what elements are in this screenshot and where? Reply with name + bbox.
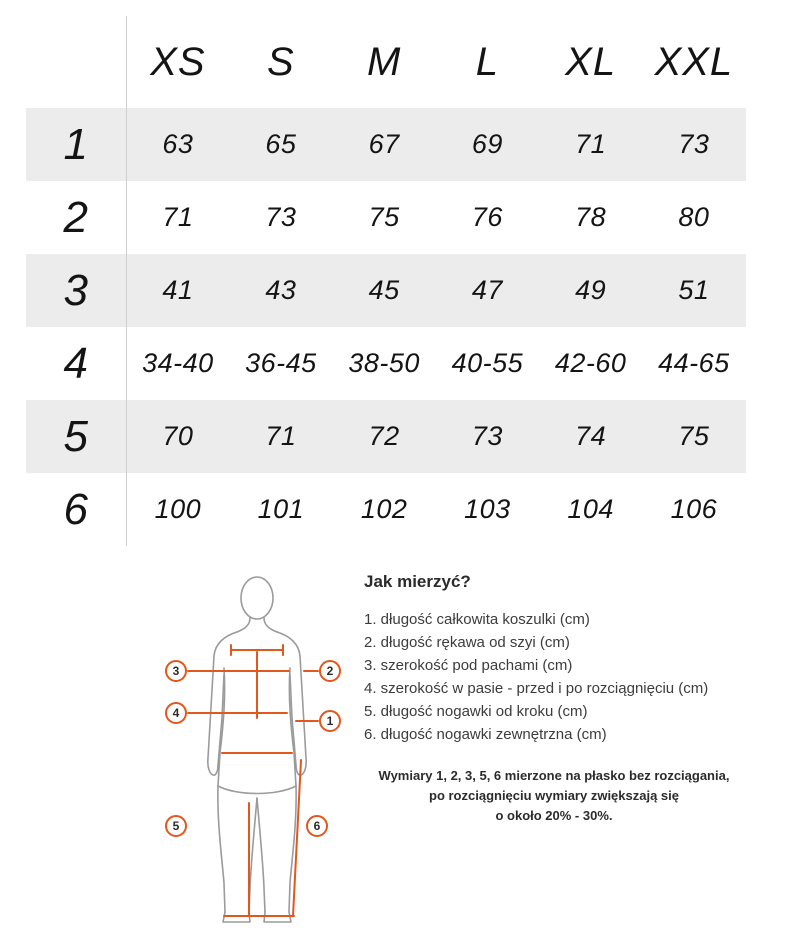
measure-list bbox=[364, 608, 776, 746]
measure-note-line: Wymiary 1, 2, 3, 5, 6 mierzone na płasko bez rozciągania, bbox=[378, 768, 730, 783]
size-cell: 45 bbox=[368, 275, 400, 305]
size-cell: 36-45 bbox=[245, 348, 317, 378]
size-cell: 44-65 bbox=[658, 348, 730, 378]
column-header-l: L bbox=[475, 39, 499, 84]
size-cell: 67 bbox=[368, 129, 400, 159]
size-cell: 47 bbox=[471, 275, 503, 305]
measure-instructions bbox=[364, 572, 776, 826]
size-cell: 41 bbox=[162, 275, 194, 305]
size-cell: 71 bbox=[575, 129, 607, 159]
row-label: 1 bbox=[26, 108, 126, 181]
size-cell: 75 bbox=[678, 421, 710, 451]
size-cell: 71 bbox=[162, 202, 194, 232]
size-cell: 100 bbox=[154, 494, 202, 524]
measure-heading: Jak mierzyć? bbox=[364, 572, 471, 591]
row-label: 4 bbox=[26, 327, 126, 400]
measure-list-item: 3. szerokość pod pachami (cm) bbox=[364, 657, 573, 674]
row-label: 3 bbox=[26, 254, 126, 327]
size-cell: 103 bbox=[464, 494, 511, 524]
table-row bbox=[26, 400, 746, 473]
size-cell: 74 bbox=[575, 421, 607, 451]
column-header-xxl: XXL bbox=[654, 39, 734, 84]
measure-note bbox=[364, 766, 744, 826]
size-cell: 65 bbox=[265, 129, 297, 159]
size-cell: 70 bbox=[162, 421, 194, 451]
body-outline bbox=[208, 577, 306, 922]
body-figure-svg bbox=[152, 568, 362, 930]
size-cell: 42-60 bbox=[554, 348, 627, 378]
size-cell: 78 bbox=[575, 202, 607, 232]
size-cell: 49 bbox=[575, 275, 607, 305]
column-header-m: M bbox=[366, 39, 402, 84]
figure-marker-2: 2 bbox=[319, 660, 341, 682]
corner-cell bbox=[26, 16, 126, 108]
table-row bbox=[26, 327, 746, 400]
size-cell: 63 bbox=[162, 129, 194, 159]
measure-list-item: 6. długość nogawki zewnętrzna (cm) bbox=[364, 726, 607, 743]
size-cell: 34-40 bbox=[142, 348, 214, 378]
size-cell: 73 bbox=[471, 421, 503, 451]
column-header-xs: XS bbox=[150, 39, 206, 84]
size-cell: 102 bbox=[360, 494, 408, 524]
table-row bbox=[26, 108, 746, 181]
figure-marker-3: 3 bbox=[165, 660, 187, 682]
measure-list-item: 2. długość rękawa od szyi (cm) bbox=[364, 634, 570, 651]
size-cell: 101 bbox=[257, 494, 305, 524]
table-row bbox=[26, 254, 746, 327]
table-row bbox=[26, 473, 746, 546]
size-cell: 38-50 bbox=[348, 348, 420, 378]
row-label: 6 bbox=[26, 473, 126, 546]
size-cell: 71 bbox=[265, 421, 297, 451]
measurement-lines bbox=[188, 645, 318, 916]
size-cell: 43 bbox=[265, 275, 297, 305]
row-label: 5 bbox=[26, 400, 126, 473]
measure-list-item: 5. długość nogawki od kroku (cm) bbox=[364, 703, 588, 720]
size-cell: 76 bbox=[471, 202, 503, 232]
figure-marker-5: 5 bbox=[165, 815, 187, 837]
measure-list-item: 4. szerokość w pasie - przed i po rozciągnięciu (cm) bbox=[364, 680, 709, 697]
size-cell: 72 bbox=[368, 421, 400, 451]
measure-note-line: o około 20% - 30%. bbox=[495, 808, 613, 823]
size-cell: 51 bbox=[678, 275, 710, 305]
size-cell: 75 bbox=[368, 202, 400, 232]
table-row bbox=[26, 181, 746, 254]
size-table-header-row bbox=[26, 16, 746, 108]
size-table bbox=[26, 16, 746, 546]
size-cell: 40-55 bbox=[451, 348, 524, 378]
body-figure bbox=[152, 568, 362, 930]
figure-marker-6: 6 bbox=[306, 815, 328, 837]
figure-marker-4: 4 bbox=[165, 702, 187, 724]
figure-marker-1: 1 bbox=[319, 710, 341, 732]
measure-list-item: 1. długość całkowita koszulki (cm) bbox=[364, 611, 590, 628]
size-cell: 106 bbox=[670, 494, 718, 524]
column-header-xl: XL bbox=[565, 39, 617, 84]
row-label: 2 bbox=[26, 181, 126, 254]
size-cell: 69 bbox=[471, 129, 503, 159]
column-header-s: S bbox=[267, 39, 295, 84]
size-cell: 80 bbox=[678, 202, 710, 232]
size-cell: 73 bbox=[678, 129, 710, 159]
size-cell: 73 bbox=[265, 202, 297, 232]
how-to-measure-section bbox=[0, 568, 797, 938]
size-cell: 104 bbox=[567, 494, 614, 524]
measure-note-line: po rozciągnięciu wymiary zwiększają się bbox=[429, 788, 679, 803]
